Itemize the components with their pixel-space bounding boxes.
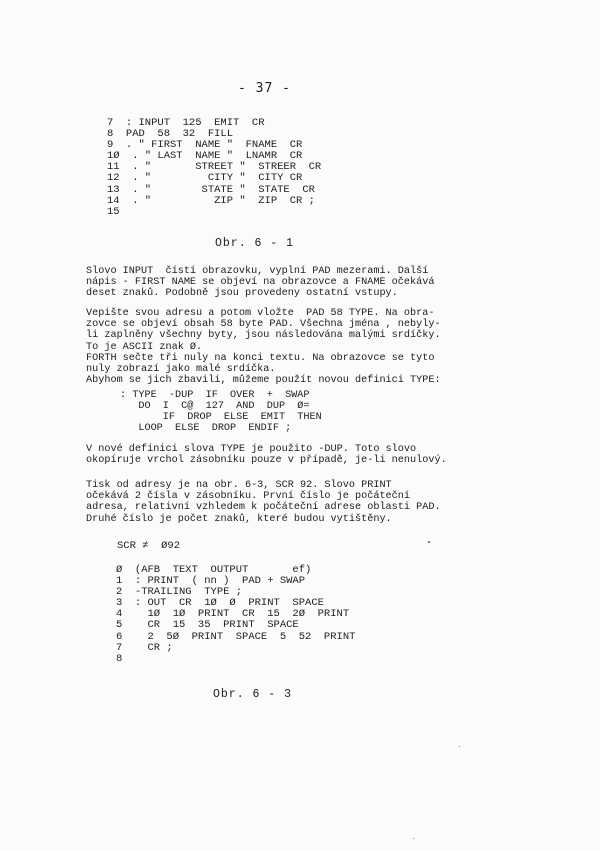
page-number: - 37 - bbox=[238, 81, 291, 96]
figure-caption-6-1: Obr. 6 - 1 bbox=[215, 237, 295, 250]
screen-label: SCR ≠ Ø92 bbox=[117, 540, 181, 552]
speck-mark bbox=[459, 746, 460, 747]
figure-caption-6-3: Obr. 6 - 3 bbox=[213, 688, 293, 701]
code-type-definition: : TYPE -DUP IF OVER + SWAP DO I C@ 127 AND DUP Ø= IF DROP ELSE EMIT THEN LOOP ELSE DROP ENDIF ; bbox=[120, 390, 322, 434]
code-listing-print: Ø (AFB TEXT OUTPUT ef) 1 : PRINT ( nn ) PAD + SWAP 2 -TRAILING TYPE ; 3 : OUT CR 1Ø Ø PRINT SPACE 4 1Ø 1Ø PRINT CR 15 2Ø PRINT 5 CR 15 35 PRINT SPACE 6 2 5Ø PRINT SPACE 5 52 PRINT 7 CR ; 8 bbox=[116, 564, 356, 665]
code-listing-input: 7 : INPUT 125 EMIT CR 8 PAD 58 32 FILL 9 . " FIRST NAME " FNAME CR 1Ø . " LAST NAME " LNAMR CR 11 . " STREET " STREER CR 12 . " CITY " CITY CR 13 . " STATE " STATE CR 14 . " ZIP " ZIP CR ; 15 bbox=[107, 117, 322, 218]
paragraph-print-description: Tisk od adresy je na obr. 6-3, SCR 92. Slovo PRINT očekává 2 čísla v zásobníku. První číslo je počáteční adresa, relativní vzhledem k počáteční adrese oblasti PAD. Druhé číslo je počet znaků, které budou vytištěny. bbox=[86, 480, 441, 525]
paragraph-input-description: Slovo INPUT čístí obrazovku, vyplní PAD mezerami. Další nápis - FIRST NAME se objeví na obrazovce a FNAME očekává deset znaků. Podobně jsou provedeny ostatní vstupy. bbox=[86, 266, 435, 300]
paragraph-dup-explanation: V nové definici slova TYPE je použito -DUP. Toto slovo okopíruje vrchol zásobníku pouze v případě, je-li nenulový. bbox=[86, 444, 447, 467]
speck-mark bbox=[413, 838, 414, 839]
paragraph-pad-type: Vepište svou adresu a potom vložte PAD 58 TYPE. Na obra- zovce se objeví obsah 58 byte PAD. Všechna jména , nebyly- li zaplněny všechny byty, jsou následována malými srdíčky. To je ASCII znak Ø. FORTH sečte tři nuly na konci textu. Na obrazovce se tyto nuly zobrazí jako malé srdíčka. Abyhom se jich zbavili, můžeme použít novou definici TYPE: bbox=[86, 308, 441, 387]
speck-mark bbox=[428, 541, 430, 543]
